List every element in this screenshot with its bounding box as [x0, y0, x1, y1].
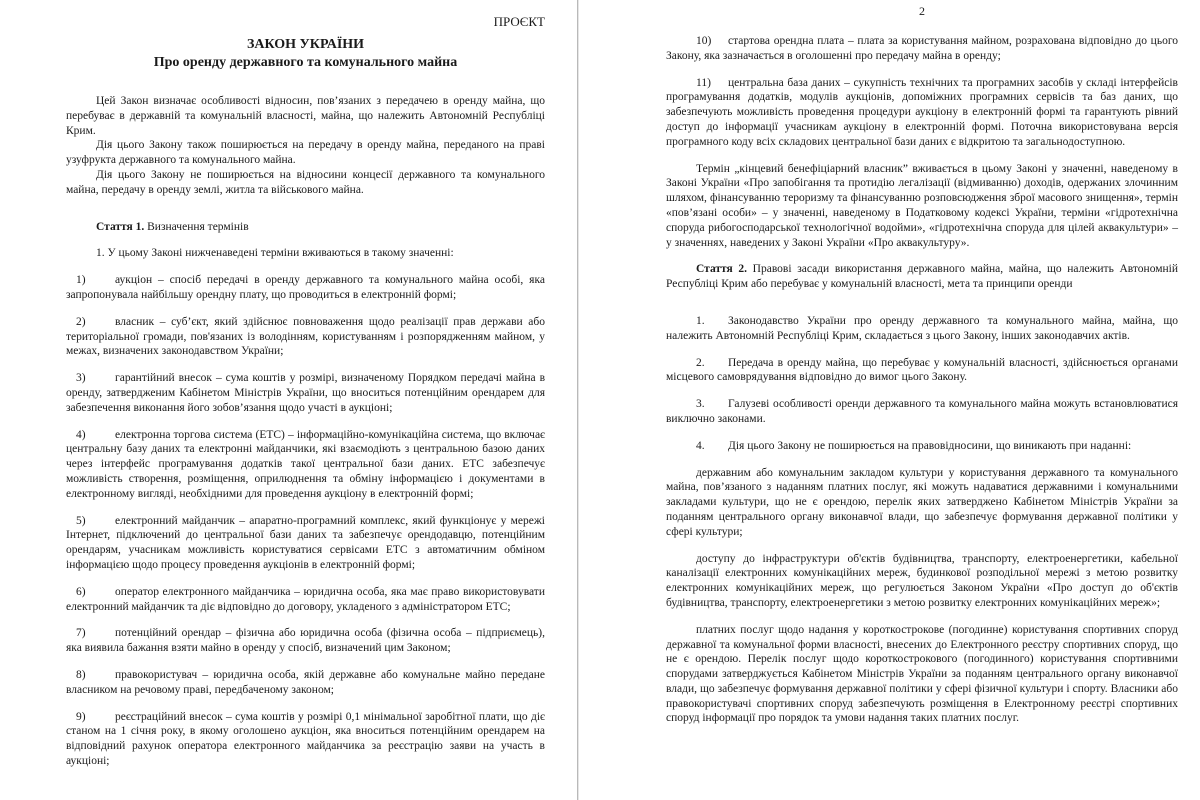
definition-number: 1): [76, 274, 86, 287]
article-2-label: Стаття 2.: [696, 263, 748, 276]
definition-item: [66, 514, 545, 573]
article-2-heading: [666, 262, 1178, 292]
definition-text: центральна база даних – сукупність технічних та програмних засобів у складі інтерфейсів програмування додатків, модулів аукціонів, допоміжних програмних сервісів та баз даних, що забезпечують можливість проведення процедури аукціону в електронній формі та гарантують рівний доступ до інформації учасникам аукціону в електронній формі. Поточна використовувана версія програмного коду всіх складових центральної бази даних є відкритою та загальнодоступною.: [666, 76, 1178, 148]
provision-text: Галузеві особливості оренди державного та комунального майна можуть встановлюватися виключно законами.: [666, 398, 1178, 425]
definition-text: правокористувач – юридична особа, якій державне або комунальне майно передане власником на речовому праві, передбаченому законом;: [66, 668, 545, 696]
provision-number: 4.: [696, 439, 705, 452]
definition-number: 5): [76, 514, 86, 527]
provision-item: [666, 397, 1178, 427]
article-1-title: Визначення термінів: [147, 220, 249, 233]
definition-text: гарантійний внесок – сума коштів у розмірі, визначеному Порядком передачі майна в оренду, затвердженим Кабінетом Міністрів України, що вноситься потенційним орендарем для забезпечення виконання його зобов’язання щодо участі в аукціоні;: [66, 372, 545, 414]
page-number: 2: [919, 4, 925, 18]
definition-text: реєстраційний внесок – сума коштів у розмірі 0,1 мінімальної заробітної плати, що діє станом на 1 січня року, в якому оголошено аукціон, яка вноситься потенційним орендарем на відповідний рахунок оператора електронного майданчика за реєстрацію заяви на участь в аукціоні;: [66, 710, 545, 767]
exclusion-item: платних послуг щодо надання у короткострокове (погодинне) користування спортивних споруд державної та комунальної форми власності, внесених до Електронного реєстру спортивних споруд, що не є орендою. Перелік послуг щодо короткострокового (погодинного) користування спортивними спорудами затверджується Кабінетом Міністрів України за поданням центрального органу виконавчої влади, що забезпечує формування державної політики у сфері фізичної культури і спорту. Власники або правокористувачі спортивних споруд забезпечують розміщення в Електронному реєстрі спортивних споруд інформації про порядок та умови надання таких платних послуг.: [666, 623, 1178, 725]
provision-number: 1.: [696, 314, 705, 327]
definition-item: [66, 626, 545, 656]
article-1-heading: [66, 220, 545, 235]
provision-text: Передача в оренду майна, що перебуває у комунальній власності, здійснюється органами місцевого самоврядування відповідно до вимог цього Закону.: [666, 356, 1178, 384]
definition-text: електронний майданчик – апаратно-програмний комплекс, який функціонує у мережі Інтернет, підключений до центральної бази даних та забезпечує орендодавцю, потенційним орендарям, учасникам можливість користуватися сервісами ЕТС з автоматичним обміном інформацією щодо процесу проведення аукціонів в електронній формі;: [66, 514, 545, 571]
definition-number: 8): [76, 668, 86, 681]
law-title: ЗАКОН УКРАЇНИ: [246, 37, 365, 52]
provision-text: Дія цього Закону не поширюється на правовідносини, що виникають при наданні:: [728, 439, 1132, 452]
intro-paragraph-3: Дія цього Закону не поширюється на відносини концесії державного та комунального майна, передачу в оренду землі, житла та військового майна.: [66, 168, 545, 196]
exclusion-item: державним або комунальним закладом культури у користування державного та комунального майна, пов’язаного з наданням платних послуг, які можуть надаватися державними і комунальними закладами культури, що не є орендою, перелік яких затверджено Кабінетом Міністрів України за поданням центрального органу виконавчої влади, що забезпечує формування державної політики у сфері культури;: [666, 466, 1178, 538]
definition-item: [66, 668, 545, 698]
definition-item: [66, 710, 545, 769]
provision-text: Законодавство України про оренду державного та комунального майна, майна, що належить Автономній Республіці Крим, складається з цього Закону, інших законодавчих актів.: [666, 314, 1178, 342]
definition-number: 9): [76, 710, 86, 723]
definition-item: [66, 273, 545, 303]
terms-paragraph: Термін „кінцевий бенефіціарний власник” вживається в цьому Законі у значенні, наведеному в Законі України «Про запобігання та протидію легалізації (відмиванню) доходів, одержаних злочинним шляхом, фінансуванню тероризму та фінансуванню розповсюдження зброї масового знищення», термін «пов’язані особи» – у значенні, наведеному в Податковому кодексі України, терміни «гідротехнічна споруда рибогосподарської технологічної водойми», «гідротехнічна споруда для цілей аквакультури» – у значеннях, наведених у Законі України «Про аквакультуру».: [666, 162, 1178, 249]
definition-item: [66, 371, 545, 415]
article-1-label: Стаття 1.: [96, 220, 145, 233]
definition-item: [66, 428, 545, 502]
definition-number: 11): [696, 76, 711, 89]
provision-number: 3.: [696, 398, 705, 411]
definition-item: [666, 76, 1178, 150]
provision-item: [666, 314, 1178, 344]
definition-number: 6): [76, 585, 86, 598]
definition-item: [66, 315, 545, 359]
definition-number: 4): [76, 428, 86, 441]
page-1: [0, 0, 577, 800]
definition-number: 2): [76, 315, 86, 328]
exclusion-item: доступу до інфраструктури об'єктів будівництва, транспорту, електроенергетики, кабельної каналізації електронних комунікаційних мереж, будинкової розподільної мережі з метою розвитку електронних комунікаційних мереж, що регулюється Законом України «Про доступ до об'єктів будівництва, транспорту, електроенергетики з метою розвитку електронних комунікаційних мереж»;: [666, 552, 1178, 609]
definition-item: [666, 34, 1178, 64]
definition-text: потенційний орендар – фізична або юридична особа (фізична особа – підприємець), яка виявила бажання взяти майно в оренду у спосіб, визначений цим Законом;: [66, 627, 545, 655]
definition-number: 3): [76, 372, 86, 385]
definition-number: 10): [696, 35, 712, 47]
provision-number: 2.: [696, 356, 705, 369]
definition-text: аукціон – спосіб передачі в оренду державного та комунального майна особі, яка запропонувала найбільшу орендну плату, що проводиться в електронній формі;: [66, 274, 545, 301]
article-1-paragraph-1: 1. У цьому Законі нижченаведені терміни вживаються в такому значенні:: [96, 247, 454, 260]
definition-text: стартова орендна плата – плата за користування майном, розрахована відповідно до цього Закону, яка зазначається в оголошенні про передачу майна в оренду;: [666, 35, 1178, 62]
draft-label: ПРОЄКТ: [493, 14, 545, 29]
provision-item: [666, 439, 1178, 454]
definition-text: електронна торгова система (ЕТС) – інформаційно-комунікаційна система, що включає центральну базу даних та електронні майданчики, які взаємодіють з центральною базою даних через інтерфейс програмування додатків такої центральної бази даних. ЕТС забезпечує можливість створення, розміщення, оприлюднення та обміну інформацією і документами в електронному вигляді, необхідними для проведення аукціону в електронній формі;: [66, 428, 545, 500]
definition-text: власник – суб’єкт, який здійснює повноваження щодо реалізації прав держави або територіальної громади, пов'язаних із володінням, користуванням і розпорядженням майном, у межах, визначених законодавством України;: [66, 315, 545, 358]
intro-paragraph-1: Цей Закон визначає особливості відносин, пов’язаних з передачею в оренду майна, що перебуває в державній та комунальній власності, майна, що належить Автономній Республіці Крим.: [66, 95, 545, 137]
provision-item: [666, 356, 1178, 386]
definition-number: 7): [76, 627, 86, 640]
page-2: [579, 0, 1200, 800]
definition-item: [66, 585, 545, 615]
article-2-title: Правові засади використання державного майна, майна, що належить Автономній Республіці Крим або перебуває у комунальній власності, мета та принципи оренди: [666, 263, 1179, 291]
definition-text: оператор електронного майданчика – юридична особа, яка має право використовувати електронний майданчик та діє відповідно до договору, укладеного з адміністратором ЕТС;: [66, 585, 545, 613]
intro-paragraph-2: Дія цього Закону також поширюється на передачу в оренду майна, переданого на праві узуфрукта державного та комунального майна.: [66, 139, 545, 167]
law-subtitle: Про оренду державного та комунального майна: [153, 55, 458, 70]
